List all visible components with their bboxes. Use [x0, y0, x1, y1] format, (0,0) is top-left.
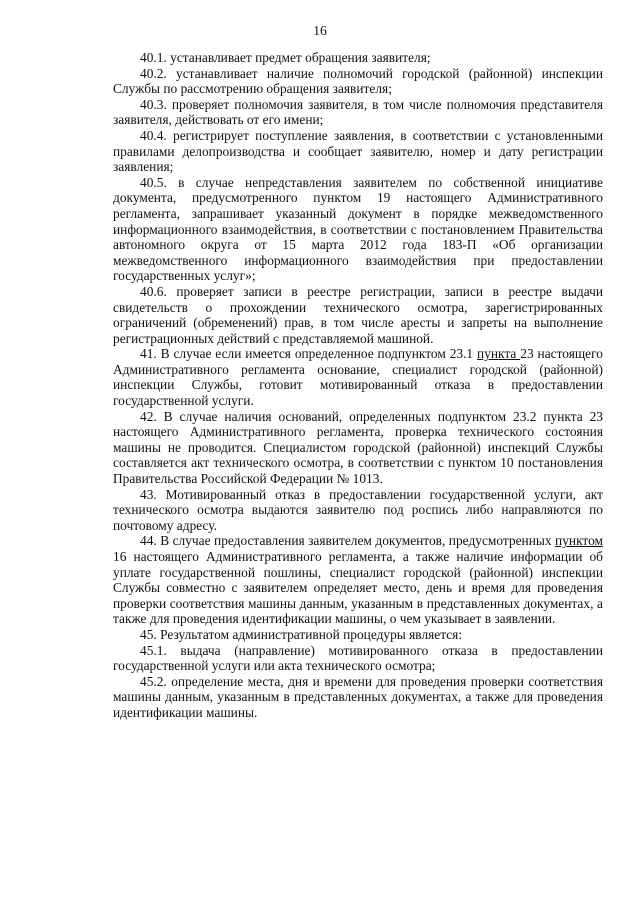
paragraph-41: [113, 346, 603, 408]
paragraph-43: 43. Мотивированный отказ в предоставлении государственной услуги, акт технического осмотра выдаются заявителю под роспись либо направляются по почтовому адресу.: [113, 486, 603, 533]
paragraph-45-2: 45.2. определение места, дня и времени для проведения проверки соответствия машины данным, указанным в представленных документах, а также для проведения идентификации машины.: [113, 673, 603, 720]
paragraph-40-6: 40.6. проверяет записи в реестре регистрации, записи в реестре выдачи свидетельств о прохождении технического осмотра, зарегистрированных ограничений (обременений) прав, в том числе аресты и запреты на выполнение регистрационных действий с представляемой машиной.: [113, 283, 603, 346]
paragraph-41-text-end: 23 настоящего Административного регламента основание, специалист городской (районной) инспекции Службы, готовит мотивированный отказа в предоставлении государственной услуги.: [113, 346, 603, 409]
paragraph-44: [113, 533, 603, 627]
paragraph-40-2: 40.2. устанавливает наличие полномочий городской (районной) инспекции Службы по рассмотрению обращения заявителя;: [113, 65, 603, 97]
paragraph-40-3: 40.3. проверяет полномочия заявителя, в том числе полномочия представителя заявителя, действовать от его имени;: [113, 96, 603, 128]
paragraph-40-1: 40.1. устанавливает предмет обращения заявителя;: [140, 50, 431, 65]
paragraph-44-text-start: 44. В случае предоставления заявителем документов, предусмотренных: [140, 533, 556, 549]
paragraph-41-text-start: 41. В случае если имеется определенное подпунктом 23.1: [140, 346, 478, 362]
paragraph-42: 42. В случае наличия оснований, определенных подпунктом 23.2 пункта 23 настоящего Административного регламента, проверка технического состояния машины не проводится. Специалистом городской (районной) инспекций Службы составляется акт технического осмотра, в соответствии с пунктом 10 постановления Правительства Российской Федерации № 1013.: [113, 408, 603, 487]
link-punkt-16[interactable]: пунктом: [555, 533, 603, 549]
paragraph-45: 45. Результатом административной процедуры является:: [140, 626, 463, 642]
paragraph-44-text-end: 16 настоящего Административного регламента, а также наличие информации об уплате государственной пошлины, специалист городской (районной) инспекции Службы совместно с заявителем определяет место, день и время для проведения проверки соответствия машины данным, указанным в представленных документах, а также для проведения идентификации машины, о чем указывает в заявлении.: [113, 549, 603, 627]
paragraph-40-4: 40.4. регистрирует поступление заявления, в соответствии с установленными правилами делопроизводства и сообщает заявителю, номер и дату регистрации заявления;: [113, 127, 603, 175]
paragraph-40-5: 40.5. в случае непредставления заявителем по собственной инициативе документа, предусмотренного пунктом 19 настоящего Административного регламента, запрашивает указанный документ в порядке межведомственного информационного взаимодействия, в соответствии с постановлением Правительства автономного округа от 15 марта 2012 года 183-П «Об организации межведомственного информационного взаимодействия при предоставлении государственных услуг»;: [113, 174, 603, 284]
link-punkt-23[interactable]: пункта: [477, 346, 521, 362]
document-body: [113, 50, 603, 721]
page-number: 16: [313, 23, 327, 38]
paragraph-45-1: 45.1. выдача (направление) мотивированного отказа в предоставлении государственной услуги или акта технического осмотра;: [113, 642, 603, 674]
